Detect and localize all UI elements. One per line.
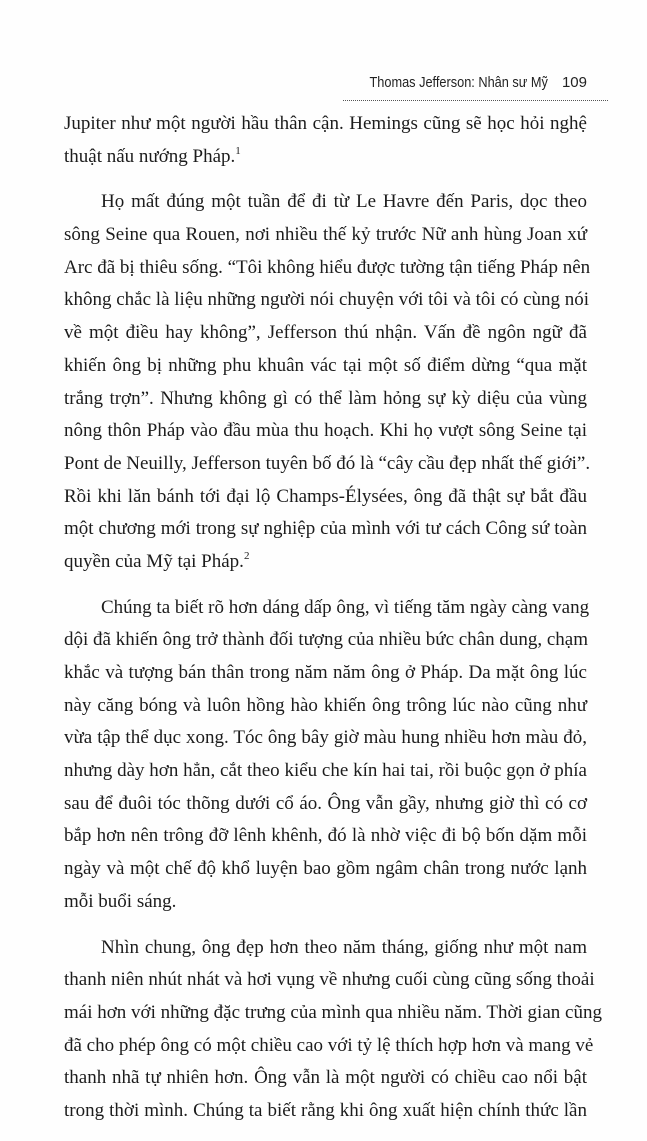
text-line <box>64 252 591 285</box>
text-line <box>64 284 590 317</box>
line-text: nhưng dày hơn hẳn, cắt theo kiểu che kín hai tai, rồi buộc gọn ở phía <box>64 760 587 782</box>
line-text: dội đã khiến ông trở thành đối tượng của nhiều bức chân dung, chạm <box>64 629 589 651</box>
paragraph <box>64 932 602 1128</box>
line-text: quyền của Mỹ tại Pháp. <box>64 550 244 572</box>
text-line <box>64 546 587 579</box>
line-text: về một điều hay không”, Jefferson thú nhận. Vấn đề ngôn ngữ đã <box>64 322 587 344</box>
text-line <box>64 513 587 546</box>
text-line <box>64 481 587 514</box>
running-title: Thomas Jefferson: Nhân sư Mỹ <box>369 74 548 91</box>
line-text: mỗi buổi sáng. <box>64 890 177 912</box>
paragraph <box>64 186 591 578</box>
text-line <box>64 932 587 965</box>
line-text: sông Seine qua Rouen, nơi nhiều thế kỷ trước Nữ anh hùng Joan xứ <box>64 224 587 246</box>
text-line <box>64 886 587 919</box>
text-line <box>64 964 595 997</box>
text-line <box>64 350 587 383</box>
text-line <box>64 317 587 350</box>
line-text: thanh niên nhút nhát và hơi vụng về nhưng cuối cùng cũng sống thoải <box>64 969 595 991</box>
footnote-marker[interactable]: 2 <box>243 549 250 562</box>
footnote-marker[interactable]: 1 <box>235 144 241 157</box>
line-text: bắp hơn nên trông đỡ lênh khênh, đó là nhờ việc đi bộ bốn dặm mỗi <box>64 825 587 847</box>
text-line <box>64 592 590 625</box>
line-text: vừa tập thể dục xong. Tóc ông bây giờ màu hung nhiều hơn màu đỏ, <box>64 727 587 749</box>
text-line <box>64 788 587 821</box>
line-text: Họ mất đúng một tuần để đi từ Le Havre đến Paris, dọc theo <box>101 191 587 213</box>
text-line <box>64 657 587 690</box>
line-text: khiến ông bị những phu khuân vác tại một số điểm dừng “qua mặt <box>64 354 587 376</box>
text-line <box>64 820 587 853</box>
text-line <box>64 415 587 448</box>
line-text: ngày và một chế độ khổ luyện bao gồm ngâm chân trong nước lạnh <box>64 858 587 880</box>
text-line <box>64 690 587 723</box>
text-line <box>64 141 587 174</box>
text-line <box>64 1062 587 1095</box>
text-line <box>64 624 587 657</box>
line-text: mái hơn với những đặc trưng của mình qua nhiều năm. Thời gian cũng <box>64 1001 602 1023</box>
text-line <box>64 1030 594 1063</box>
line-text: thuật nấu nướng Pháp. <box>64 145 236 167</box>
line-text: nông thôn Pháp vào đầu mùa thu hoạch. Khi họ vượt sông Seine tại <box>64 420 587 442</box>
line-text: đã cho phép ông có một chiều cao với tỷ lệ thích hợp hơn và mang vẻ <box>64 1034 594 1056</box>
header-divider <box>343 100 608 101</box>
line-text: không chắc là liệu những người nói chuyện với tôi và tôi có cùng nói <box>64 289 590 311</box>
text-line <box>64 755 587 788</box>
paragraph <box>64 592 590 919</box>
line-text: trong thời mình. Chúng ta biết rằng khi ông xuất hiện chính thức lần <box>64 1099 587 1121</box>
line-text: Jupiter như một người hầu thân cận. Hemings cũng sẽ học hỏi nghệ <box>64 113 587 134</box>
line-text: Pont de Neuilly, Jefferson tuyên bố đó là “cây cầu đẹp nhất thế giới”. <box>64 452 591 474</box>
text-line <box>64 219 587 252</box>
line-text: Nhìn chung, ông đẹp hơn theo năm tháng, giống như một nam <box>101 936 587 958</box>
running-header <box>338 74 587 91</box>
paragraph <box>64 108 587 173</box>
line-text: Rồi khi lăn bánh tới đại lộ Champs-Élysées, ông đã thật sự bắt đầu <box>64 485 587 507</box>
text-line <box>64 853 587 886</box>
line-text: một chương mới trong sự nghiệp của mình với tư cách Công sứ toàn <box>64 518 587 540</box>
line-text: Chúng ta biết rõ hơn dáng dấp ông, vì tiếng tăm ngày càng vang <box>101 596 590 618</box>
page-body <box>64 108 602 1141</box>
text-line <box>64 186 587 219</box>
text-line <box>64 1095 587 1128</box>
line-text: khắc và tượng bán thân trong năm năm ông ở Pháp. Da mặt ông lúc <box>64 662 587 683</box>
page-number: 109 <box>561 74 587 91</box>
line-text: sau để đuôi tóc thõng dưới cổ áo. Ông vẫn gầy, nhưng giờ thì có cơ <box>64 792 587 814</box>
line-text: trắng trợn”. Nhưng không gì có thể làm hỏng sự kỳ diệu của vùng <box>64 387 587 409</box>
text-line <box>64 722 587 755</box>
line-text: Arc đã bị thiêu sống. “Tôi không hiểu được tường tận tiếng Pháp nên <box>64 256 591 278</box>
text-line <box>64 383 587 416</box>
text-line <box>64 108 587 141</box>
text-line <box>64 448 591 481</box>
text-line <box>64 997 602 1030</box>
line-text: này căng bóng và luôn hồng hào khiến ông trông lúc nào cũng như <box>64 694 587 716</box>
line-text: thanh nhã tự nhiên hơn. Ông vẫn là một người có chiều cao nổi bật <box>64 1067 587 1089</box>
